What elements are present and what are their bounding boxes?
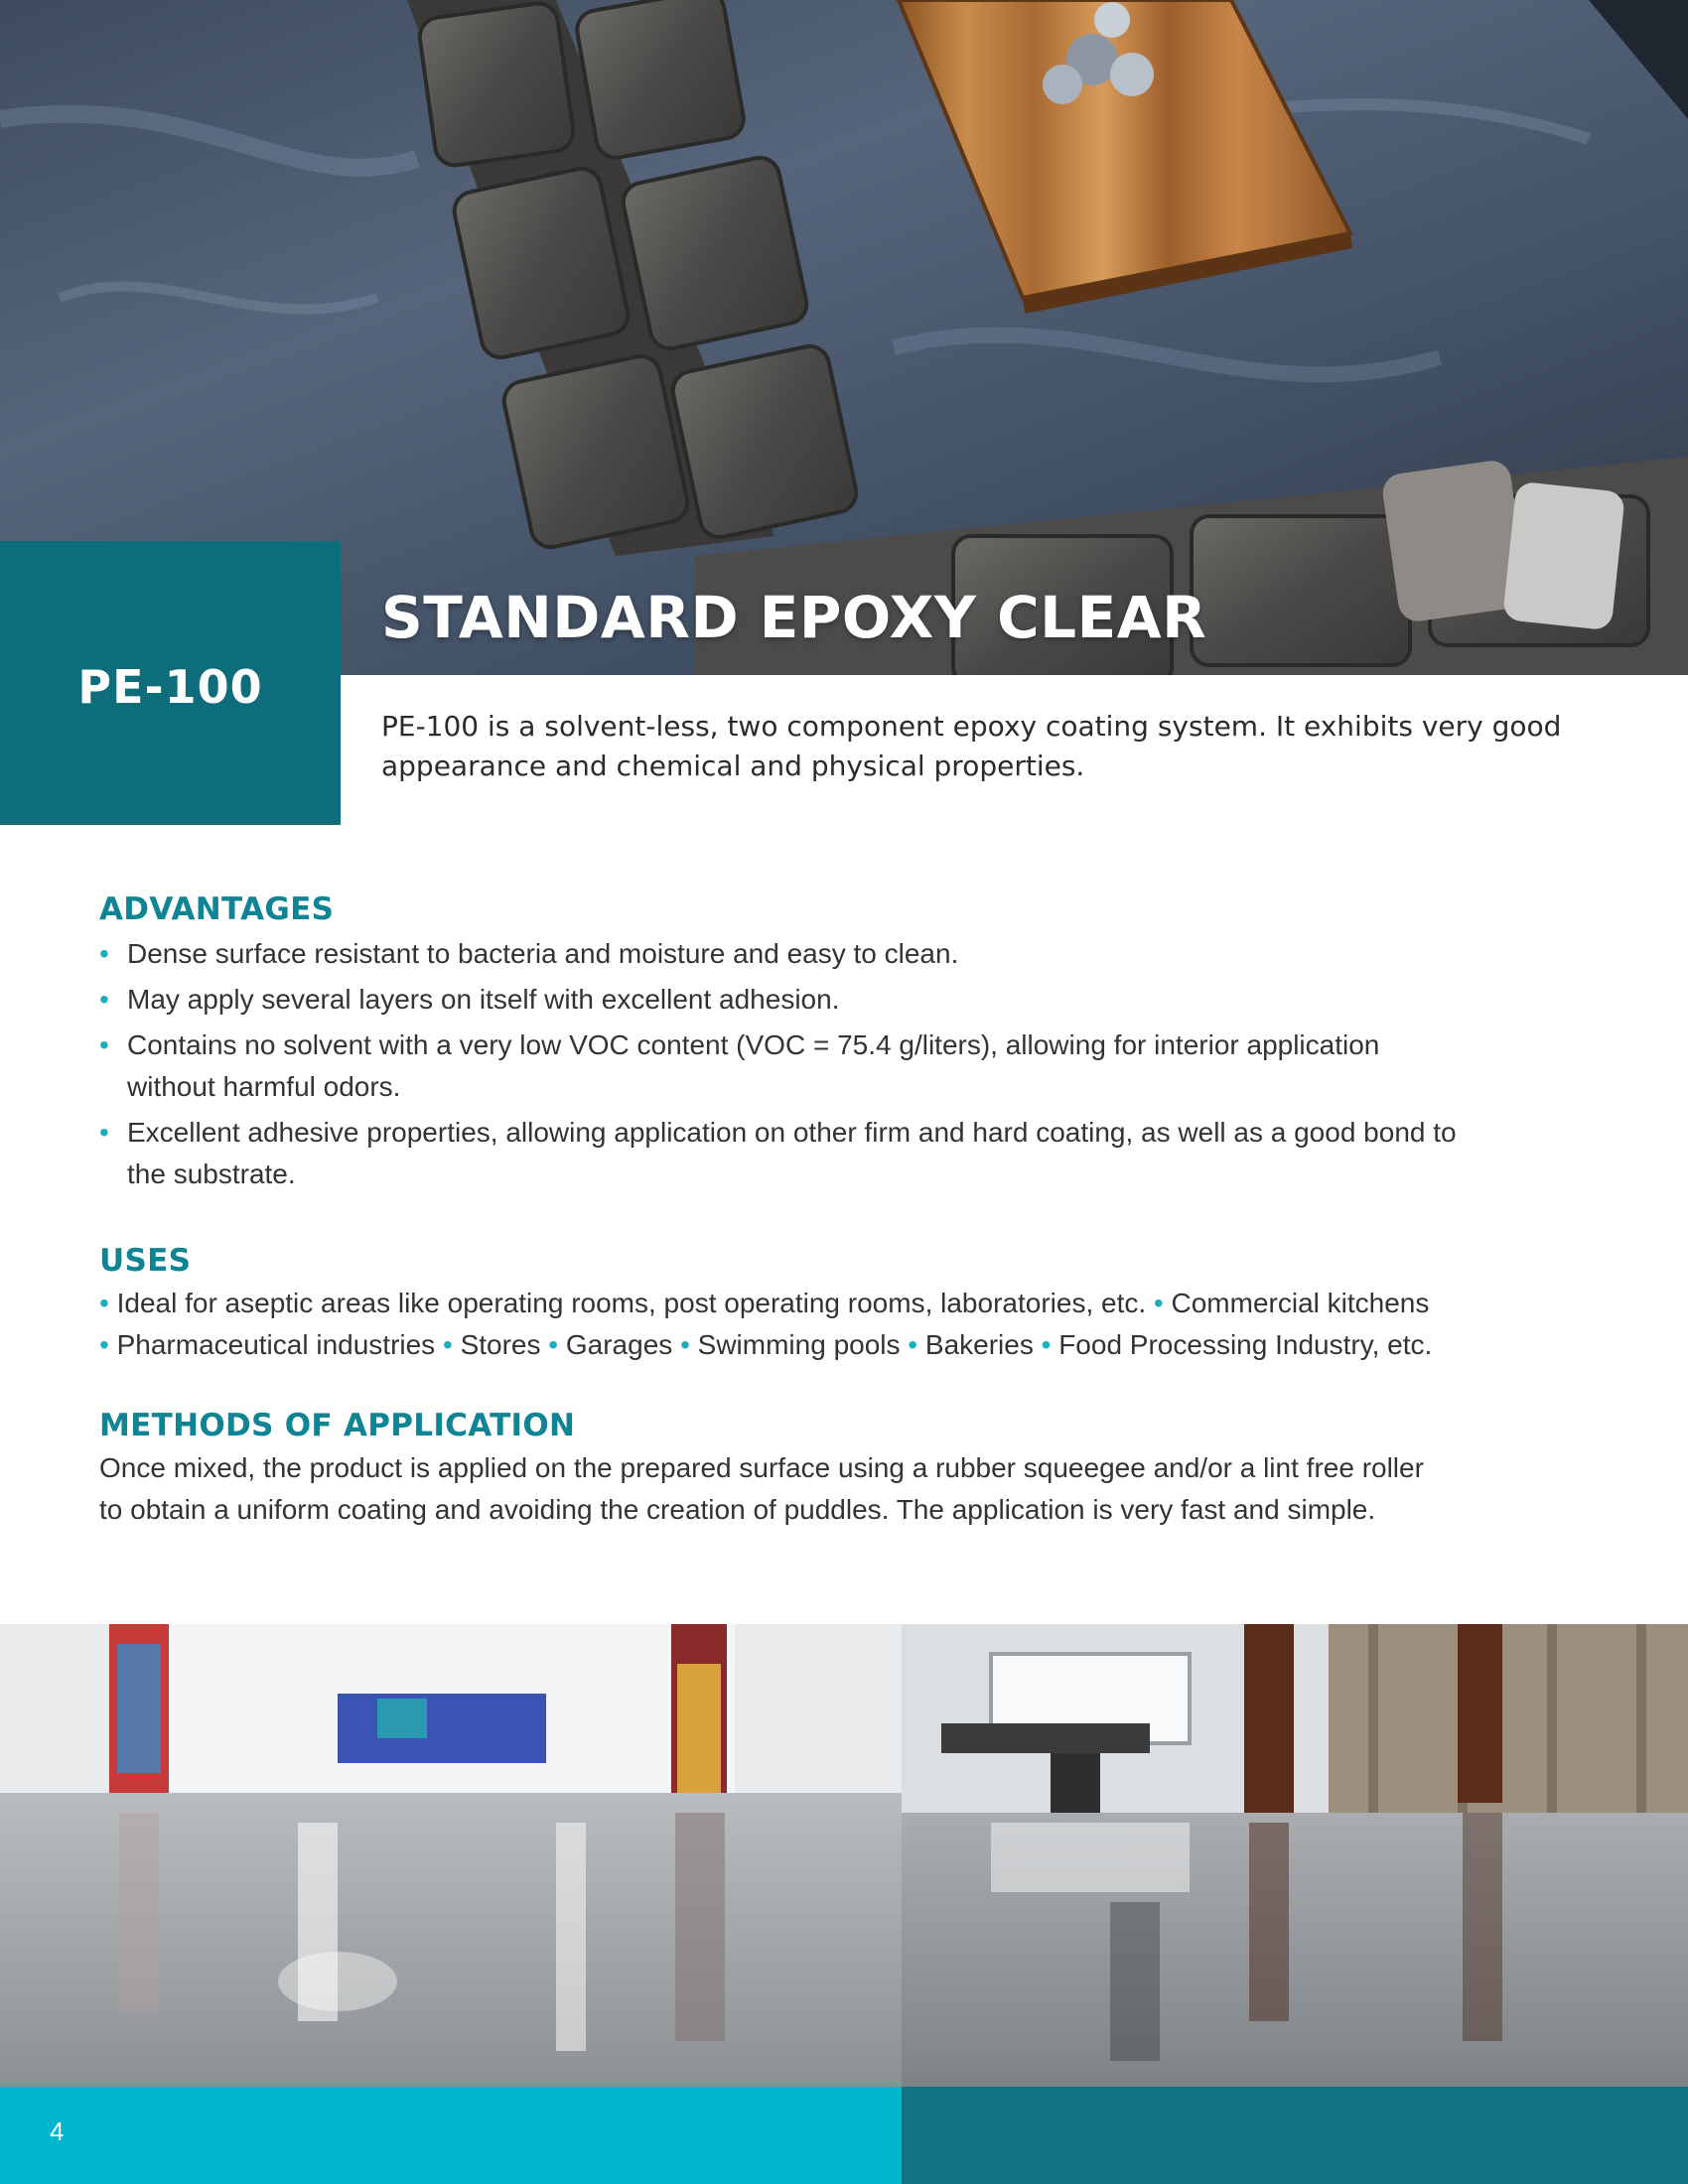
product-code: PE-100	[77, 660, 263, 714]
residential-floor-illustration	[902, 1624, 1688, 2087]
methods-text: Once mixed, the product is applied on the prepared surface using a rubber squeegee and/or a lint free roller to obtain a uniform coating and avoiding the creation of puddles. The application is very fast and simple.	[99, 1452, 1424, 1525]
bullet-icon: •	[680, 1329, 690, 1360]
bullet-icon: •	[1041, 1329, 1052, 1360]
list-item: • Contains no solvent with a very low VOC content (VOC = 75.4 g/liters), allowing for interior application without harmful odors.	[99, 1024, 1448, 1108]
product-intro: PE-100 is a solvent-less, two component epoxy coating system. It exhibits very good appearance and chemical and physical properties.	[381, 710, 1562, 782]
advantages-heading: ADVANTAGES	[99, 891, 335, 927]
list-item: • Dense surface resistant to bacteria and moisture and easy to clean.	[99, 933, 1470, 975]
page-number: 4	[50, 2116, 65, 2146]
use-item: Food Processing Industry, etc.	[1058, 1329, 1433, 1360]
bullet-icon: •	[1153, 1288, 1164, 1318]
use-item: Stores	[460, 1329, 541, 1360]
list-item: • Excellent adhesive properties, allowing application on other firm and hard coating, as well as a good bond to the substrate.	[99, 1112, 1497, 1195]
use-item: Garages	[565, 1329, 673, 1360]
bullet-icon: •	[442, 1329, 453, 1360]
residential-floor-photo	[902, 1624, 1688, 2087]
footer-bar-left	[0, 2087, 902, 2184]
warehouse-floor-photo	[0, 1624, 902, 2087]
bullet-icon: •	[99, 1117, 109, 1148]
advantages-list	[99, 933, 1470, 1199]
use-item: Bakeries	[924, 1329, 1034, 1360]
use-item: Commercial kitchens	[1171, 1288, 1430, 1318]
bullet-icon: •	[99, 1288, 109, 1318]
methods-heading: METHODS OF APPLICATION	[99, 1408, 576, 1443]
bullet-icon: •	[908, 1329, 918, 1360]
use-item: Swimming pools	[697, 1329, 901, 1360]
uses-text	[99, 1283, 1609, 1366]
product-code-box	[0, 541, 341, 825]
bullet-icon: •	[99, 1329, 109, 1360]
bullet-icon: •	[99, 938, 109, 969]
use-item: Ideal for aseptic areas like operating rooms, post operating rooms, laboratories, etc.	[116, 1288, 1147, 1318]
uses-heading: USES	[99, 1243, 192, 1279]
bullet-icon: •	[99, 1029, 109, 1060]
list-item: • May apply several layers on itself with excellent adhesion.	[99, 979, 1470, 1021]
bullet-icon: •	[99, 984, 109, 1015]
footer-bar-right	[902, 2087, 1688, 2184]
use-item: Pharmaceutical industries	[116, 1329, 436, 1360]
product-title: STANDARD EPOXY CLEAR	[381, 584, 1207, 651]
warehouse-floor-illustration	[0, 1624, 902, 2087]
bullet-icon: •	[548, 1329, 559, 1360]
